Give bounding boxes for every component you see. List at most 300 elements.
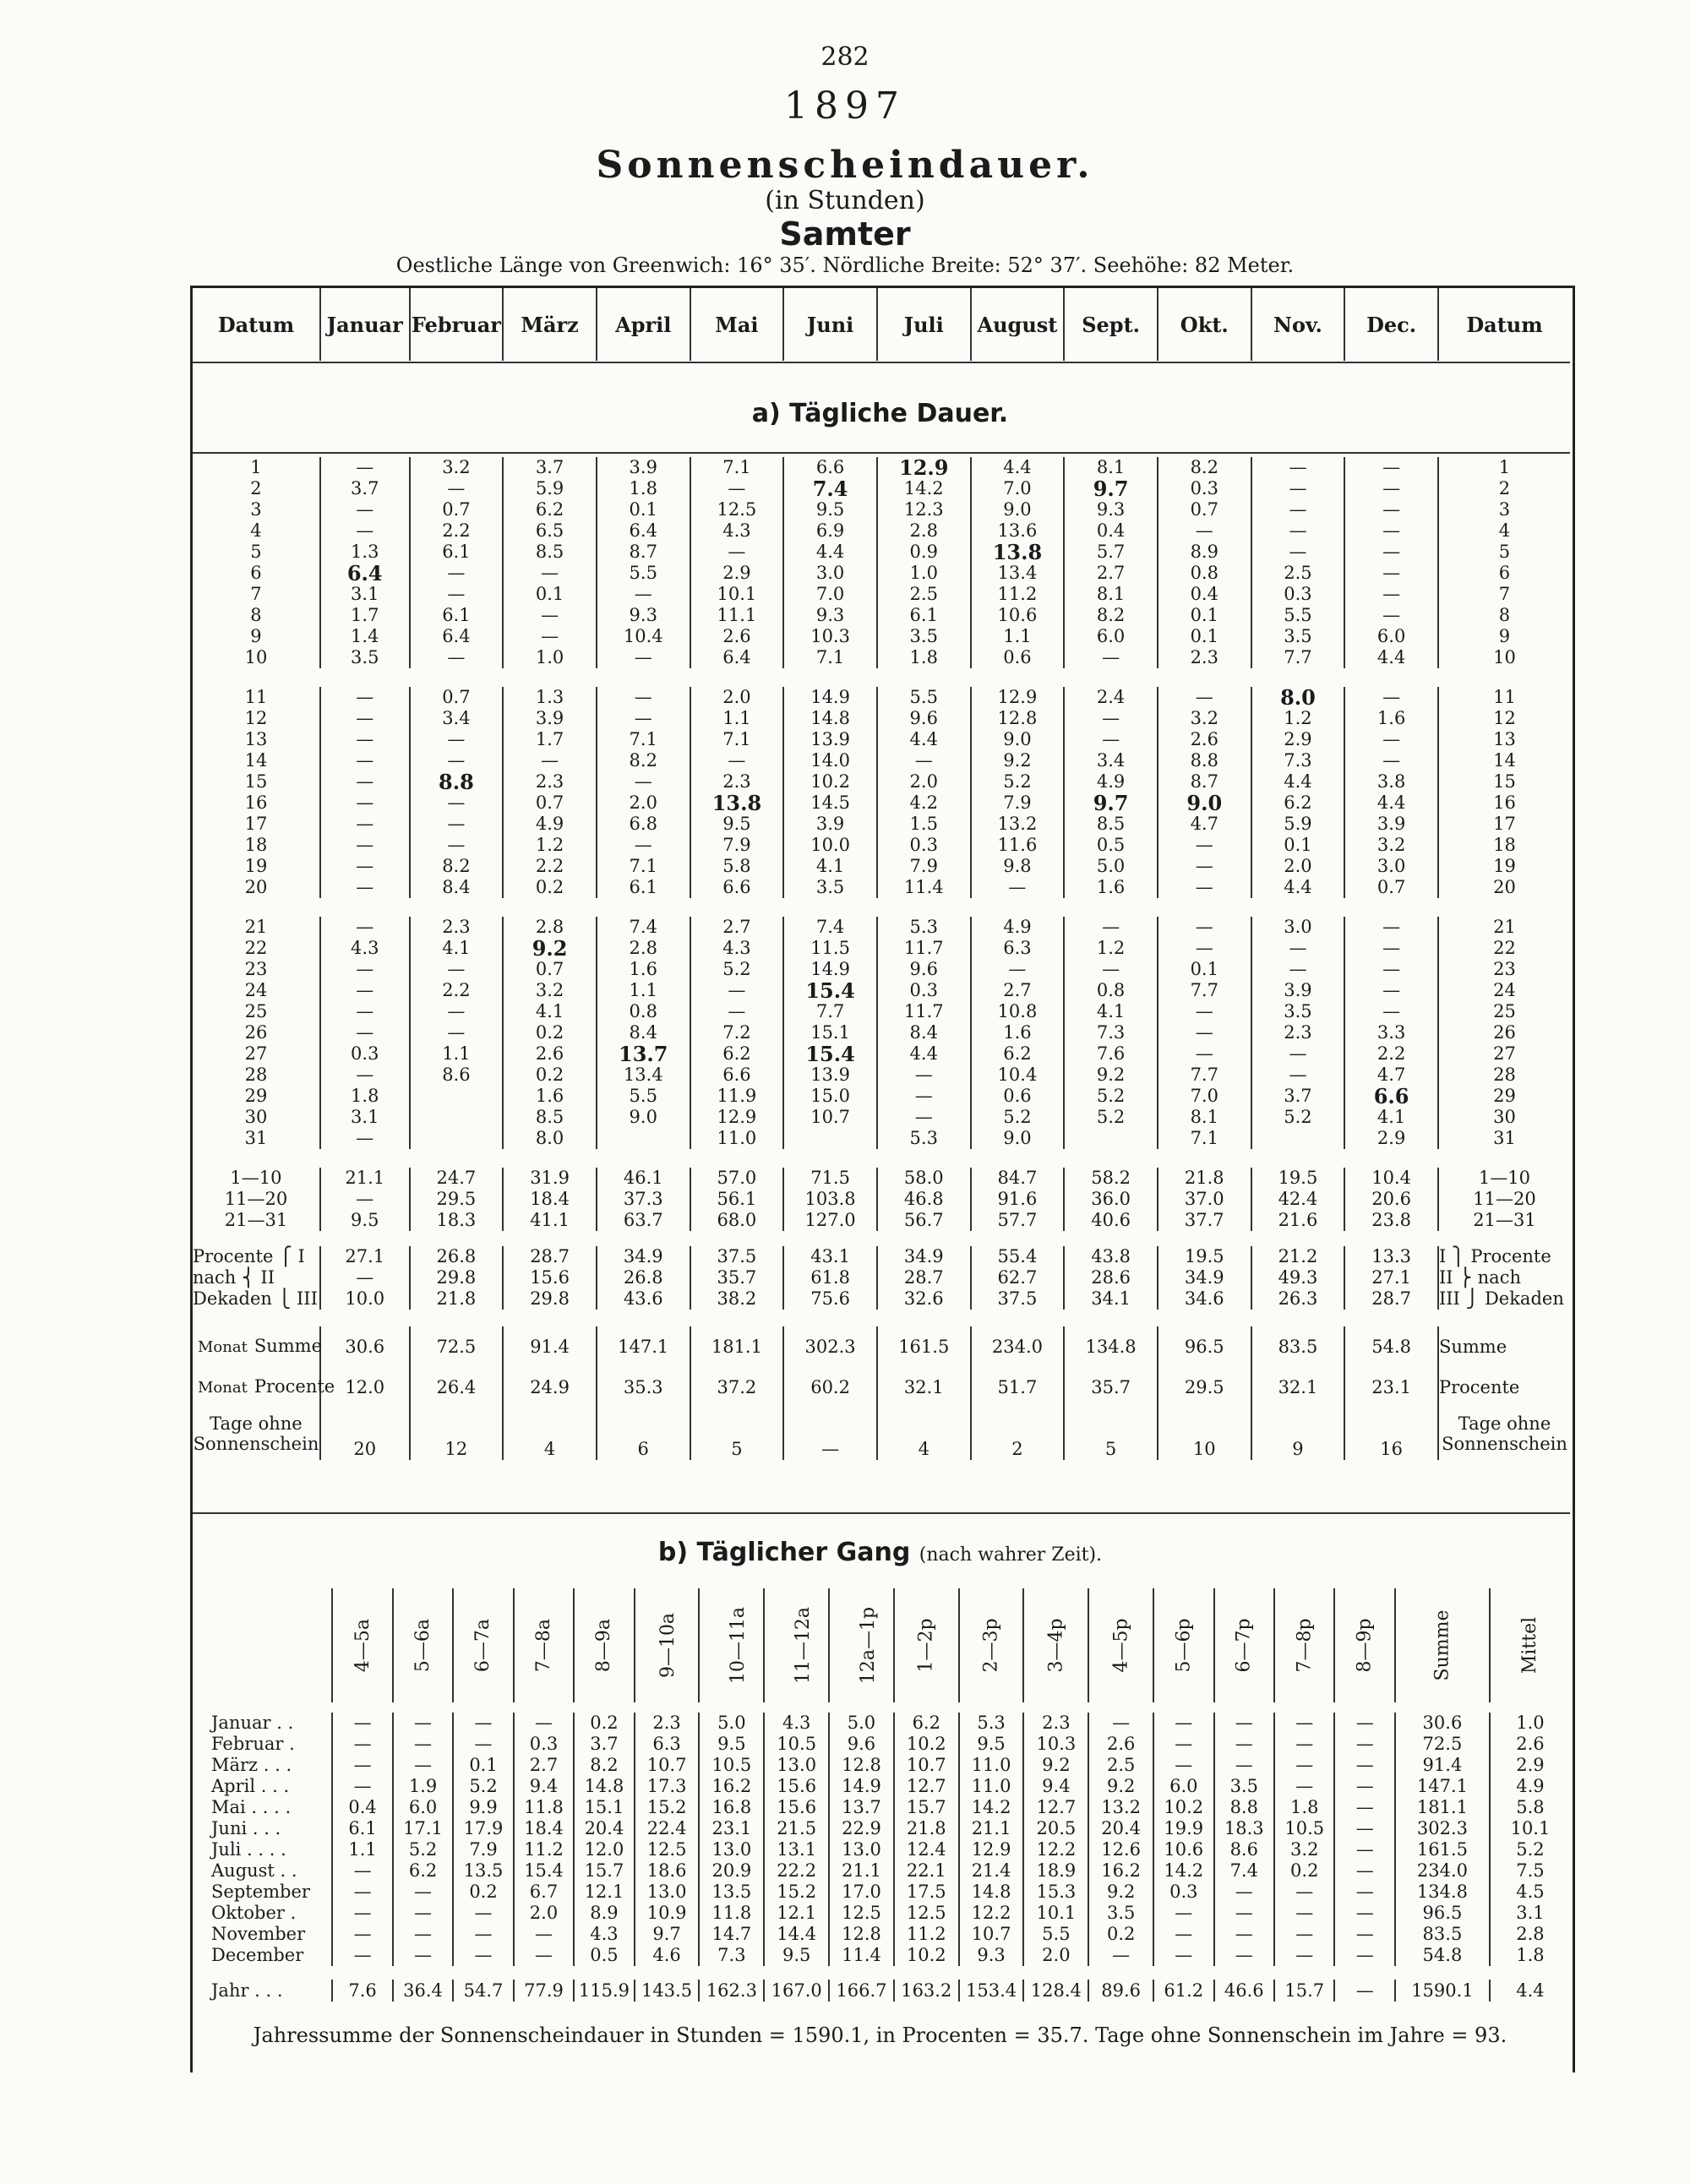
hour-header-text: 7—8p bbox=[1294, 1618, 1316, 1673]
year-total-value: 61.2 bbox=[1153, 1980, 1213, 2002]
daily-value: — bbox=[503, 750, 597, 771]
hourly-value: 15.2 bbox=[635, 1797, 700, 1818]
day-number: 11 bbox=[1438, 687, 1570, 708]
daily-value: 4.3 bbox=[320, 938, 410, 959]
spacer-row bbox=[193, 668, 1570, 687]
hourly-value: — bbox=[1274, 1924, 1334, 1945]
decade-sum: 18.3 bbox=[410, 1210, 504, 1231]
hourly-value: 22.2 bbox=[764, 1860, 829, 1882]
hourly-value: 8.2 bbox=[574, 1755, 634, 1776]
decade-sum: 63.7 bbox=[597, 1210, 690, 1231]
daily-value: 9.0 bbox=[971, 1128, 1065, 1149]
hourly-value: 15.7 bbox=[574, 1860, 634, 1882]
daily-row bbox=[193, 1001, 1570, 1022]
hourly-value: — bbox=[332, 1860, 392, 1882]
daily-value: 1.3 bbox=[503, 687, 597, 708]
hour-header-text: 6—7a bbox=[472, 1618, 494, 1673]
daily-value bbox=[1251, 1128, 1345, 1149]
daily-value: — bbox=[1251, 520, 1345, 542]
daily-value: 5.2 bbox=[971, 1107, 1065, 1128]
daily-value: — bbox=[320, 1128, 410, 1149]
year-heading: 1897 bbox=[784, 84, 906, 128]
hourly-value: 83.5 bbox=[1395, 1924, 1490, 1945]
hourly-value: 13.0 bbox=[829, 1839, 894, 1860]
daily-value: 3.9 bbox=[597, 457, 690, 478]
daily-value: 3.7 bbox=[503, 457, 597, 478]
hourly-value: 7.9 bbox=[453, 1839, 513, 1860]
daily-value: — bbox=[320, 835, 410, 856]
unit-subtitle: (in Stunden) bbox=[765, 186, 925, 215]
month-header: Mai bbox=[690, 288, 784, 361]
hourly-value: 14.2 bbox=[959, 1797, 1024, 1818]
hourly-value: 21.8 bbox=[894, 1818, 959, 1839]
month-total-label bbox=[193, 1326, 320, 1367]
hour-header-blank bbox=[193, 1588, 332, 1702]
hourly-value: 30.6 bbox=[1395, 1713, 1490, 1734]
daily-value: 2.6 bbox=[1158, 729, 1251, 750]
hour-header-text: 9—10a bbox=[657, 1612, 679, 1679]
days-without-sun-value: 5 bbox=[1064, 1408, 1158, 1460]
day-number: 3 bbox=[250, 499, 262, 520]
hourly-value: 6.7 bbox=[514, 1882, 574, 1903]
hourly-value: — bbox=[393, 1882, 453, 1903]
year-label: Jahr . . . bbox=[211, 1980, 283, 2001]
hourly-value: 2.3 bbox=[1023, 1713, 1088, 1734]
hourly-value: 0.1 bbox=[453, 1755, 513, 1776]
daily-value: 12.9 bbox=[971, 687, 1065, 708]
hourly-value: — bbox=[1153, 1734, 1213, 1755]
hourly-value: 13.1 bbox=[764, 1839, 829, 1860]
hourly-value: 1.9 bbox=[393, 1776, 453, 1797]
daily-value: 7.9 bbox=[690, 835, 784, 856]
month-total-value: 91.4 bbox=[503, 1326, 597, 1367]
daily-value: 1.0 bbox=[503, 647, 597, 668]
hourly-value: 12.5 bbox=[829, 1903, 894, 1924]
month-header: Juli bbox=[877, 288, 971, 361]
daily-value: 10.6 bbox=[971, 605, 1065, 626]
day-number: 30 bbox=[1438, 1107, 1570, 1128]
daily-value: 8.8 bbox=[1158, 750, 1251, 771]
hourly-value: 2.6 bbox=[1088, 1734, 1153, 1755]
decade-percent: 10.0 bbox=[320, 1288, 410, 1310]
hourly-value: — bbox=[453, 1945, 513, 1966]
hour-header bbox=[635, 1588, 700, 1702]
daily-value: — bbox=[1158, 1043, 1251, 1065]
month-total-value: 30.6 bbox=[320, 1326, 410, 1367]
spacer-row bbox=[193, 1966, 1570, 1980]
daily-value: — bbox=[320, 959, 410, 980]
hourly-value: — bbox=[1153, 1755, 1213, 1776]
hourly-value: 15.6 bbox=[764, 1797, 829, 1818]
station-name: Samter bbox=[779, 215, 911, 253]
daily-value: 0.4 bbox=[1064, 520, 1158, 542]
daily-row bbox=[193, 856, 1570, 877]
daily-value: 0.3 bbox=[320, 1043, 410, 1065]
day-number: 25 bbox=[244, 1001, 268, 1021]
page-title: Sonnenscheindauer. bbox=[596, 144, 1094, 187]
hourly-value: 1.8 bbox=[1490, 1945, 1570, 1966]
daily-row bbox=[193, 1065, 1570, 1086]
daily-value bbox=[410, 1107, 504, 1128]
day-number: 28 bbox=[1438, 1065, 1570, 1086]
month-total-value: 51.7 bbox=[971, 1367, 1065, 1408]
daily-value: 0.3 bbox=[1251, 584, 1345, 605]
daily-value: — bbox=[597, 584, 690, 605]
daily-value: — bbox=[410, 835, 504, 856]
daily-value: 0.8 bbox=[1064, 980, 1158, 1001]
hourly-value: — bbox=[1334, 1776, 1394, 1797]
daily-value: 11.4 bbox=[877, 877, 971, 898]
hourly-value: 22.9 bbox=[829, 1818, 894, 1839]
daily-value: 0.8 bbox=[597, 1001, 690, 1022]
year-total-value: 166.7 bbox=[829, 1980, 894, 2002]
month-name: Oktober . bbox=[211, 1903, 297, 1923]
hour-header bbox=[1334, 1588, 1394, 1702]
decade-label: 11—20 bbox=[224, 1189, 288, 1209]
hourly-value: — bbox=[332, 1882, 392, 1903]
daily-value: 9.0 bbox=[971, 499, 1065, 520]
hourly-value: 12.6 bbox=[1088, 1839, 1153, 1860]
daily-value: — bbox=[1344, 729, 1438, 750]
daily-value: 7.1 bbox=[690, 457, 784, 478]
year-total-value: 163.2 bbox=[894, 1980, 959, 2002]
hour-header bbox=[829, 1588, 894, 1702]
daily-value: 0.1 bbox=[503, 584, 597, 605]
day-number: 23 bbox=[244, 959, 268, 979]
month-total-value: 96.5 bbox=[1158, 1326, 1251, 1367]
daily-value: 4.9 bbox=[971, 917, 1065, 938]
hourly-value: 9.4 bbox=[1023, 1776, 1088, 1797]
daily-value: 5.2 bbox=[690, 959, 784, 980]
daily-value: 9.2 bbox=[503, 938, 597, 959]
hour-header-text: 5—6a bbox=[412, 1618, 434, 1673]
daily-value: 5.7 bbox=[1064, 542, 1158, 563]
daily-value: 0.7 bbox=[410, 687, 504, 708]
decade-sum: 46.1 bbox=[597, 1168, 690, 1189]
monat-label: Monat bbox=[198, 1338, 248, 1356]
hourly-value: 8.6 bbox=[1214, 1839, 1274, 1860]
hourly-row bbox=[193, 1734, 1570, 1755]
day-number: 29 bbox=[1438, 1086, 1570, 1107]
daily-value: 4.4 bbox=[877, 729, 971, 750]
days-without-sun-value: 4 bbox=[503, 1408, 597, 1460]
daily-value: — bbox=[320, 729, 410, 750]
daily-row bbox=[193, 959, 1570, 980]
daily-row bbox=[193, 938, 1570, 959]
daily-value: — bbox=[320, 771, 410, 792]
day-number: 31 bbox=[244, 1128, 268, 1148]
daily-value: 12.8 bbox=[971, 708, 1065, 729]
daily-value: — bbox=[320, 520, 410, 542]
year-total-value: 167.0 bbox=[764, 1980, 829, 2002]
month-name: August . . bbox=[211, 1860, 297, 1881]
hourly-value: 14.2 bbox=[1153, 1860, 1213, 1882]
daily-value: 4.4 bbox=[1344, 647, 1438, 668]
daily-value: — bbox=[1344, 457, 1438, 478]
decade-percent: 43.1 bbox=[783, 1246, 877, 1267]
hourly-value: 5.8 bbox=[1490, 1797, 1570, 1818]
decade-sum: 9.5 bbox=[320, 1210, 410, 1231]
decade-percent: — bbox=[320, 1267, 410, 1288]
daily-value: 0.3 bbox=[1158, 478, 1251, 499]
hourly-value: 10.3 bbox=[1023, 1734, 1088, 1755]
daily-value: 0.5 bbox=[1064, 835, 1158, 856]
month-name: März . . . bbox=[211, 1755, 292, 1775]
daily-value: 3.5 bbox=[877, 626, 971, 647]
daily-value: 3.5 bbox=[1251, 1001, 1345, 1022]
days-without-sun-value: 4 bbox=[877, 1408, 971, 1460]
daily-value: 0.7 bbox=[1344, 877, 1438, 898]
day-number: 24 bbox=[244, 980, 268, 1000]
hourly-value: — bbox=[1214, 1903, 1274, 1924]
hourly-value: 5.0 bbox=[699, 1713, 764, 1734]
daily-row bbox=[193, 687, 1570, 708]
hourly-value: 0.4 bbox=[332, 1797, 392, 1818]
daily-value: 12.9 bbox=[690, 1107, 784, 1128]
daily-value: — bbox=[320, 917, 410, 938]
hourly-value: — bbox=[1334, 1882, 1394, 1903]
decade-percent: 27.1 bbox=[320, 1246, 410, 1267]
hourly-value: 10.7 bbox=[894, 1755, 959, 1776]
daily-row bbox=[193, 605, 1570, 626]
day-number: 9 bbox=[1438, 626, 1570, 647]
daily-value: 0.3 bbox=[877, 980, 971, 1001]
month-total-value: 32.1 bbox=[877, 1367, 971, 1408]
daily-row bbox=[193, 708, 1570, 729]
daily-value: 4.4 bbox=[1251, 771, 1345, 792]
hourly-value: — bbox=[1153, 1924, 1213, 1945]
daily-value: 0.2 bbox=[503, 1065, 597, 1086]
daily-value: 1.6 bbox=[1344, 708, 1438, 729]
day-number: 2 bbox=[250, 478, 262, 498]
daily-value: 2.8 bbox=[597, 938, 690, 959]
decade-sum: — bbox=[320, 1189, 410, 1210]
daily-value: 2.4 bbox=[1064, 687, 1158, 708]
hour-header bbox=[1088, 1588, 1153, 1702]
decade-sum: 41.1 bbox=[503, 1210, 597, 1231]
daily-value: 10.1 bbox=[690, 584, 784, 605]
daily-value: — bbox=[320, 792, 410, 814]
decade-percent: 26.8 bbox=[410, 1246, 504, 1267]
daily-value: 1.0 bbox=[877, 563, 971, 584]
spacer-row bbox=[193, 898, 1570, 917]
daily-value: 15.1 bbox=[783, 1022, 877, 1043]
daily-value: 0.1 bbox=[1158, 959, 1251, 980]
hourly-value: 11.8 bbox=[514, 1797, 574, 1818]
daily-value: 13.4 bbox=[597, 1065, 690, 1086]
hourly-value: 3.5 bbox=[1088, 1903, 1153, 1924]
year-total-row bbox=[193, 1980, 1570, 2002]
daily-value: 3.1 bbox=[320, 1107, 410, 1128]
decade-sum: 23.8 bbox=[1344, 1210, 1438, 1231]
daily-value: 4.4 bbox=[783, 542, 877, 563]
hourly-value: — bbox=[1214, 1882, 1274, 1903]
daily-value: 0.7 bbox=[503, 792, 597, 814]
hourly-value: — bbox=[332, 1903, 392, 1924]
decade-percent: 34.1 bbox=[1064, 1288, 1158, 1310]
day-number: 29 bbox=[244, 1086, 268, 1106]
hourly-value: — bbox=[1334, 1924, 1394, 1945]
daily-value: — bbox=[410, 814, 504, 835]
month-name: April . . . bbox=[211, 1776, 290, 1796]
daily-value: — bbox=[1344, 520, 1438, 542]
daily-value: 4.1 bbox=[410, 938, 504, 959]
daily-value: 1.7 bbox=[320, 605, 410, 626]
hourly-value: 6.2 bbox=[393, 1860, 453, 1882]
decade-percent: 28.7 bbox=[1344, 1288, 1438, 1310]
daily-value: 0.6 bbox=[971, 647, 1065, 668]
day-number: 7 bbox=[1438, 584, 1570, 605]
daily-value: 1.3 bbox=[320, 542, 410, 563]
hourly-value: 2.5 bbox=[1088, 1755, 1153, 1776]
hourly-value: 3.5 bbox=[1214, 1776, 1274, 1797]
daily-value: 7.9 bbox=[877, 856, 971, 877]
hourly-value: — bbox=[1214, 1755, 1274, 1776]
decade-sum: 91.6 bbox=[971, 1189, 1065, 1210]
daily-value: 6.1 bbox=[597, 877, 690, 898]
section-a-title: a) Tägliche Dauer. bbox=[751, 399, 1009, 428]
decade-percent: 27.1 bbox=[1344, 1267, 1438, 1288]
hourly-value: — bbox=[332, 1776, 392, 1797]
hourly-value: 13.7 bbox=[829, 1797, 894, 1818]
daily-value: 2.0 bbox=[597, 792, 690, 814]
daily-value: — bbox=[877, 750, 971, 771]
hourly-value: — bbox=[1274, 1776, 1334, 1797]
daily-value: 0.1 bbox=[1251, 835, 1345, 856]
hourly-value: 22.1 bbox=[894, 1860, 959, 1882]
decade-percent: 37.5 bbox=[690, 1246, 784, 1267]
days-without-sun-label bbox=[193, 1408, 320, 1460]
month-name: Januar . . bbox=[211, 1713, 294, 1733]
month-header: August bbox=[971, 288, 1065, 361]
daily-row bbox=[193, 917, 1570, 938]
daily-value: 6.0 bbox=[1344, 626, 1438, 647]
daily-value: 0.7 bbox=[1158, 499, 1251, 520]
month-total-value: 134.8 bbox=[1064, 1326, 1158, 1367]
daily-value: 0.1 bbox=[1158, 605, 1251, 626]
hourly-value: 12.8 bbox=[829, 1924, 894, 1945]
decade-sum: 21.6 bbox=[1251, 1210, 1345, 1231]
hourly-value: 10.9 bbox=[635, 1903, 700, 1924]
hourly-row bbox=[193, 1839, 1570, 1860]
daily-value: 3.4 bbox=[1064, 750, 1158, 771]
daily-value: 8.4 bbox=[410, 877, 504, 898]
daily-value: 13.7 bbox=[597, 1043, 690, 1065]
daily-row bbox=[193, 1043, 1570, 1065]
section-b-label: b) Täglicher Gang bbox=[657, 1538, 911, 1567]
hourly-value: 14.8 bbox=[574, 1776, 634, 1797]
hourly-value: 18.6 bbox=[635, 1860, 700, 1882]
daily-value: 4.4 bbox=[877, 1043, 971, 1065]
decade-percent: 19.5 bbox=[1158, 1246, 1251, 1267]
day-number: 24 bbox=[1438, 980, 1570, 1001]
days-without-sun-value: 10 bbox=[1158, 1408, 1251, 1460]
daily-value: — bbox=[1251, 938, 1345, 959]
daily-value: 11.0 bbox=[690, 1128, 784, 1149]
daily-value: 7.4 bbox=[597, 917, 690, 938]
hourly-row bbox=[193, 1924, 1570, 1945]
spacer-cell bbox=[193, 668, 1570, 687]
daily-value: 1.1 bbox=[971, 626, 1065, 647]
daily-value: 3.7 bbox=[1251, 1086, 1345, 1107]
month-total-value: 12.0 bbox=[320, 1367, 410, 1408]
daily-value: — bbox=[1251, 542, 1345, 563]
daily-value: 10.8 bbox=[971, 1001, 1065, 1022]
month-total-value: 54.8 bbox=[1344, 1326, 1438, 1367]
daily-value: 3.0 bbox=[783, 563, 877, 584]
hourly-value: 10.7 bbox=[959, 1924, 1024, 1945]
daily-value: 2.3 bbox=[1158, 647, 1251, 668]
hourly-value: 15.4 bbox=[514, 1860, 574, 1882]
hourly-value: — bbox=[332, 1924, 392, 1945]
daily-row bbox=[193, 792, 1570, 814]
hour-header bbox=[332, 1588, 392, 1702]
daily-value: — bbox=[690, 542, 784, 563]
daily-value: — bbox=[690, 750, 784, 771]
daily-value: 1.2 bbox=[1251, 708, 1345, 729]
decade-percent: 37.5 bbox=[971, 1288, 1065, 1310]
daily-value: 5.2 bbox=[1251, 1107, 1345, 1128]
daily-value: — bbox=[1158, 877, 1251, 898]
hourly-value: 22.4 bbox=[635, 1818, 700, 1839]
hour-header bbox=[894, 1588, 959, 1702]
daily-value: 1.6 bbox=[971, 1022, 1065, 1043]
hourly-value: — bbox=[332, 1713, 392, 1734]
hour-header bbox=[514, 1588, 574, 1702]
month-total-value: 72.5 bbox=[410, 1326, 504, 1367]
month-name: September bbox=[211, 1882, 310, 1902]
hourly-value: 17.0 bbox=[829, 1882, 894, 1903]
decade-percent: 28.7 bbox=[877, 1267, 971, 1288]
daily-value: 11.5 bbox=[783, 938, 877, 959]
daily-value: 5.2 bbox=[1064, 1107, 1158, 1128]
hourly-value: — bbox=[453, 1713, 513, 1734]
daily-value: 2.0 bbox=[690, 687, 784, 708]
daily-value: 4.1 bbox=[1064, 1001, 1158, 1022]
daily-value: 6.4 bbox=[410, 626, 504, 647]
daily-value: — bbox=[1344, 687, 1438, 708]
days-without-sun-label-line2: Sonnenschein bbox=[1442, 1434, 1567, 1454]
decade-percent-row bbox=[193, 1246, 1570, 1267]
daily-value: — bbox=[410, 959, 504, 980]
daily-value: — bbox=[320, 980, 410, 1001]
hourly-value: 9.5 bbox=[959, 1734, 1024, 1755]
hour-header-text: 12a—1p bbox=[858, 1606, 880, 1685]
daily-row bbox=[193, 771, 1570, 792]
day-number: 13 bbox=[244, 729, 268, 749]
hourly-row bbox=[193, 1755, 1570, 1776]
day-number: 18 bbox=[1438, 835, 1570, 856]
hourly-value: 7.3 bbox=[699, 1945, 764, 1966]
daily-value: 14.5 bbox=[783, 792, 877, 814]
day-number: 20 bbox=[1438, 877, 1570, 898]
day-number: 22 bbox=[1438, 938, 1570, 959]
days-without-sun-row bbox=[193, 1408, 1570, 1460]
daily-value: 13.2 bbox=[971, 814, 1065, 835]
day-number: 10 bbox=[1438, 647, 1570, 668]
decade-sum-row bbox=[193, 1210, 1570, 1231]
hour-header-row bbox=[193, 1588, 1570, 1702]
hour-header bbox=[1023, 1588, 1088, 1702]
hourly-value: 9.9 bbox=[453, 1797, 513, 1818]
daily-value: 6.2 bbox=[690, 1043, 784, 1065]
daily-value: 3.4 bbox=[410, 708, 504, 729]
hourly-value: 11.0 bbox=[959, 1776, 1024, 1797]
daily-value: 7.1 bbox=[597, 729, 690, 750]
daily-value bbox=[1064, 1128, 1158, 1149]
hourly-value: 2.0 bbox=[514, 1903, 574, 1924]
hourly-value: 12.1 bbox=[574, 1882, 634, 1903]
